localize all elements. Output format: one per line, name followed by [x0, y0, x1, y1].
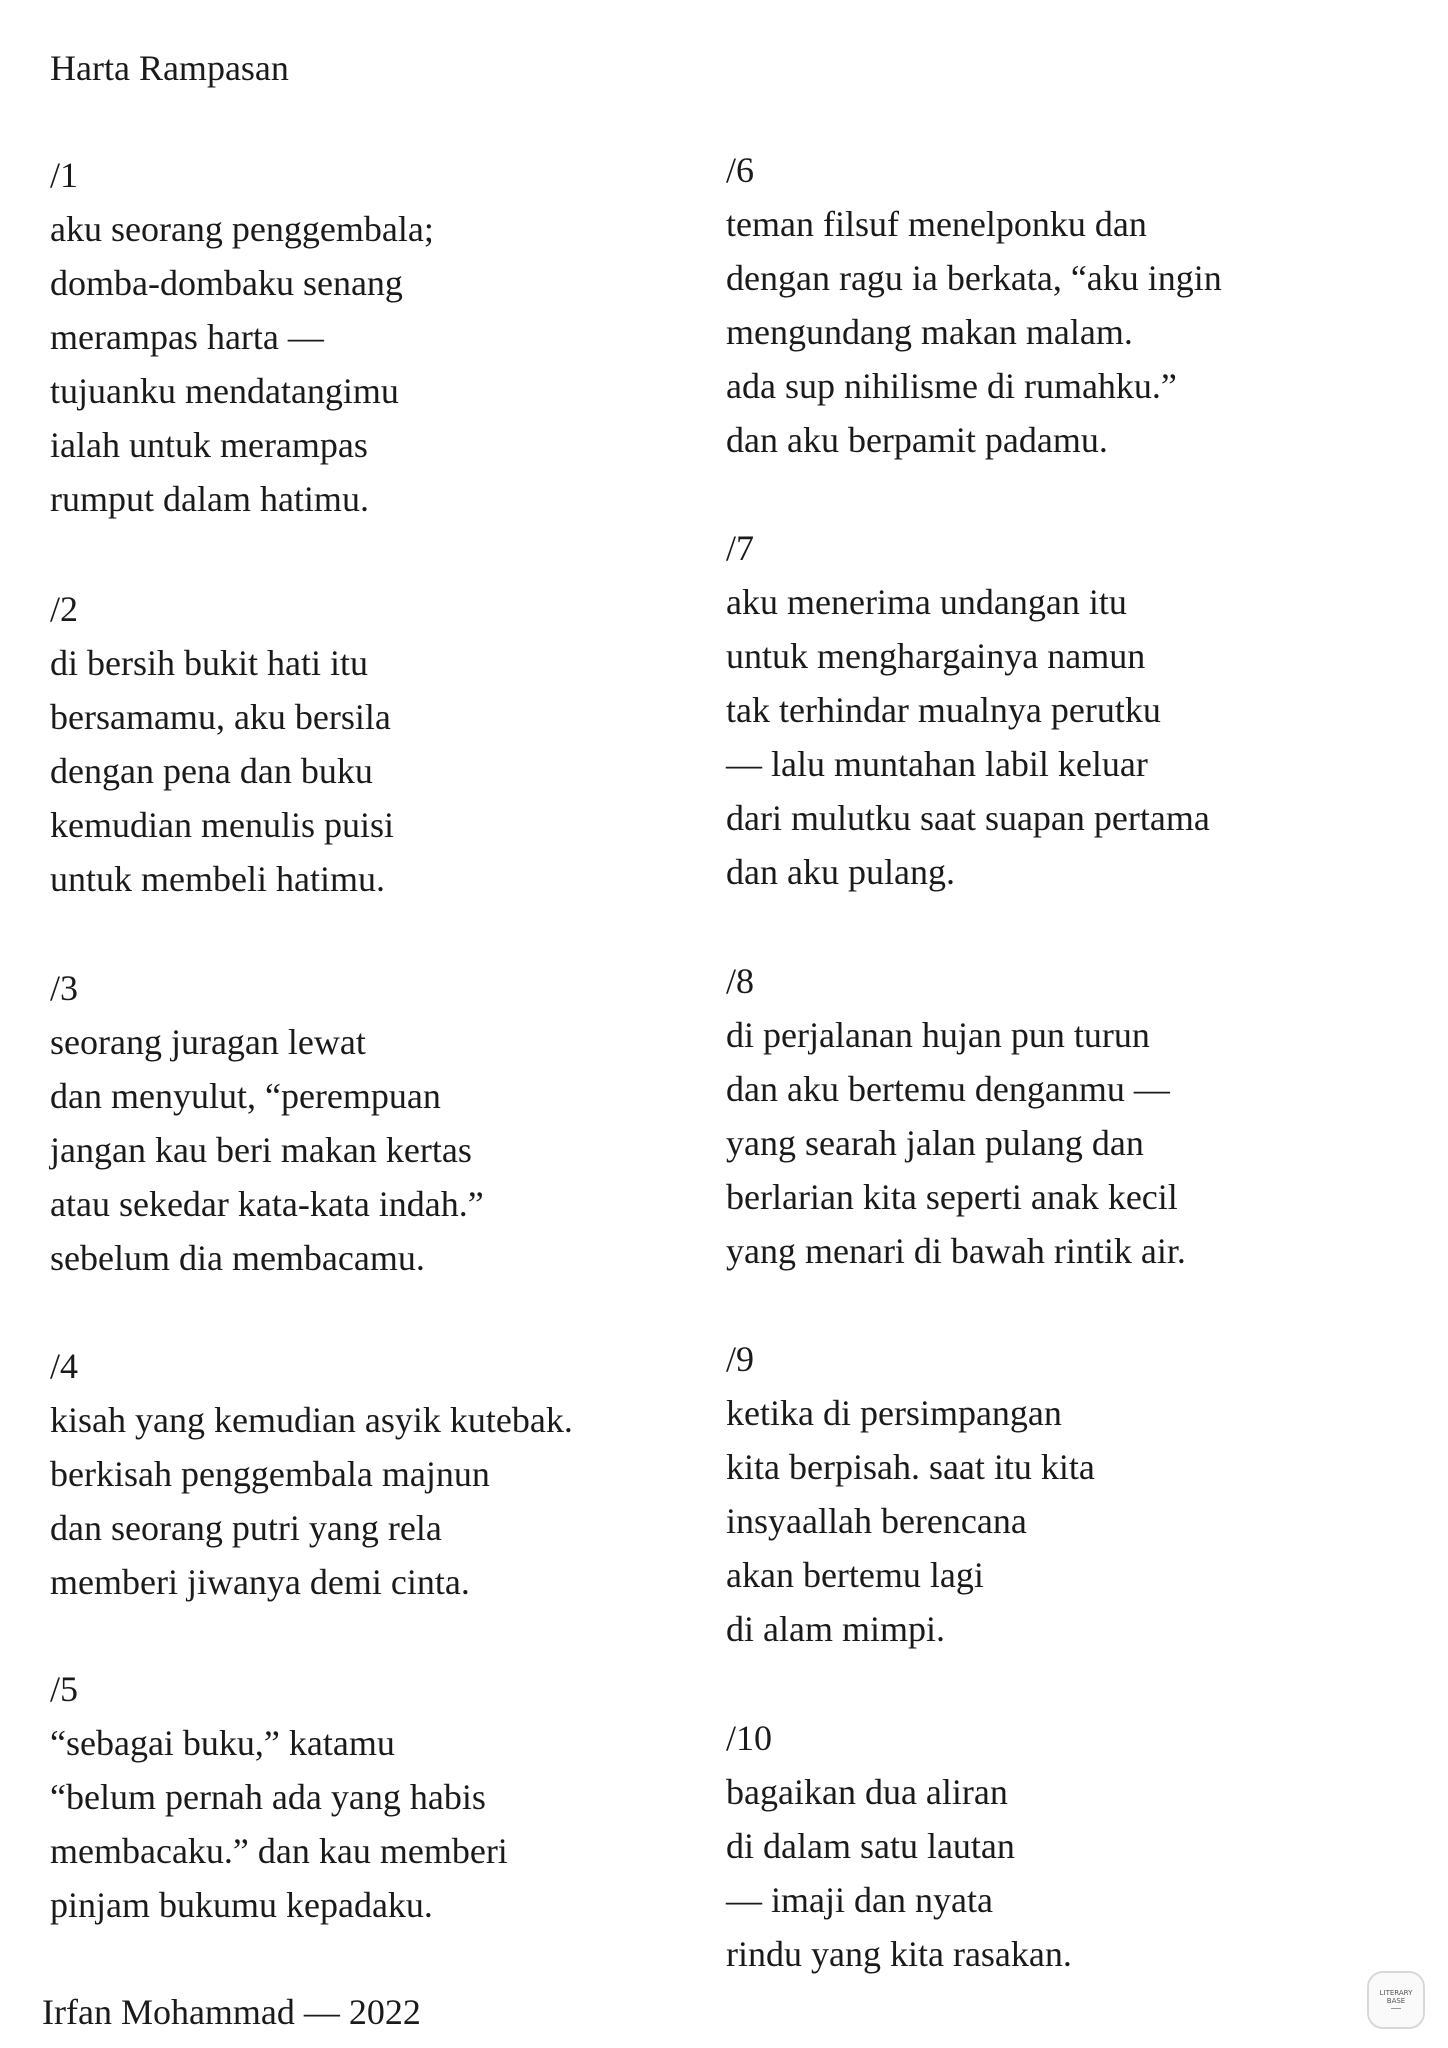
stanza-line: berkisah penggembala majnun	[50, 1454, 490, 1494]
stanza-5	[50, 1662, 508, 1932]
stanza-line: kemudian menulis puisi	[50, 805, 394, 845]
stanza-line: akan bertemu lagi	[726, 1555, 984, 1595]
stanza-9	[726, 1332, 1095, 1656]
author-line: Irfan Mohammad — 2022	[42, 1992, 421, 2032]
stanza-line: di dalam satu lautan	[726, 1826, 1015, 1866]
stanza-line: ialah untuk merampas	[50, 425, 368, 465]
stanza-line: dan aku pulang.	[726, 852, 955, 892]
stanza-line: atau sekedar kata-kata indah.”	[50, 1184, 484, 1224]
stanza-line: ketika di persimpangan	[726, 1393, 1062, 1433]
stanza-line: dengan ragu ia berkata, “aku ingin	[726, 258, 1222, 298]
stanza-line: dari mulutku saat suapan pertama	[726, 798, 1210, 838]
stanza-line: insyaallah berencana	[726, 1501, 1027, 1541]
stanza-line: aku menerima undangan itu	[726, 582, 1127, 622]
stanza-line: aku seorang penggembala;	[50, 209, 434, 249]
stanza-line: di alam mimpi.	[726, 1609, 945, 1649]
stanza-number: /10	[726, 1718, 773, 1758]
stanza-2	[50, 582, 394, 906]
stanza-line: yang menari di bawah rintik air.	[726, 1231, 1186, 1271]
stanza-line: yang searah jalan pulang dan	[726, 1123, 1144, 1163]
stanza-3	[50, 961, 484, 1285]
stanza-line: dan aku berpamit padamu.	[726, 420, 1108, 460]
stanza-line: domba-dombaku senang	[50, 263, 403, 303]
stanza-number: /2	[50, 589, 79, 629]
stanza-line: — lalu muntahan labil keluar	[726, 744, 1148, 784]
stanza-number: /6	[726, 150, 755, 190]
stanza-line: memberi jiwanya demi cinta.	[50, 1562, 470, 1602]
stanza-line: dan aku bertemu denganmu —	[726, 1069, 1170, 1109]
stanza-line: berlarian kita seperti anak kecil	[726, 1177, 1178, 1217]
stanza-line: di bersih bukit hati itu	[50, 643, 368, 683]
stanza-number: /1	[50, 155, 79, 195]
stanza-number: /9	[726, 1339, 755, 1379]
stanza-line: bersamamu, aku bersila	[50, 697, 391, 737]
stanza-number: /5	[50, 1669, 79, 1709]
stanza-line: kita berpisah. saat itu kita	[726, 1447, 1095, 1487]
stanza-line: pinjam bukumu kepadaku.	[50, 1885, 433, 1925]
stanza-line: “belum pernah ada yang habis	[50, 1777, 486, 1817]
stanza-line: tak terhindar mualnya perutku	[726, 690, 1161, 730]
stanza-1	[50, 148, 434, 526]
stanza-line: dengan pena dan buku	[50, 751, 373, 791]
stanza-line: di perjalanan hujan pun turun	[726, 1015, 1150, 1055]
stanza-line: rindu yang kita rasakan.	[726, 1934, 1072, 1974]
stanza-line: seorang juragan lewat	[50, 1022, 366, 1062]
stanza-line: mengundang makan malam.	[726, 312, 1133, 352]
stanza-number: /4	[50, 1346, 79, 1386]
stanza-line: untuk membeli hatimu.	[50, 859, 385, 899]
stanza-4	[50, 1339, 573, 1609]
stanza-8	[726, 954, 1186, 1278]
stanza-line: rumput dalam hatimu.	[50, 479, 369, 519]
stanza-line: sebelum dia membacamu.	[50, 1238, 425, 1278]
stanza-line: membacaku.” dan kau memberi	[50, 1831, 508, 1871]
stanza-6	[726, 143, 1222, 467]
poem-title: Harta Rampasan	[50, 48, 289, 88]
stanza-number: /7	[726, 528, 755, 568]
stanza-line: jangan kau beri makan kertas	[50, 1130, 472, 1170]
stanza-line: bagaikan dua aliran	[726, 1772, 1008, 1812]
stanza-number: /8	[726, 961, 755, 1001]
stanza-line: “sebagai buku,” katamu	[50, 1723, 395, 1763]
stanza-line: — imaji dan nyata	[726, 1880, 993, 1920]
stanza-line: merampas harta —	[50, 317, 324, 357]
stanza-line: untuk menghargainya namun	[726, 636, 1146, 676]
badge-rule	[1391, 2008, 1401, 2009]
stanza-line: teman filsuf menelponku dan	[726, 204, 1147, 244]
stanza-line: dan menyulut, “perempuan	[50, 1076, 441, 1116]
literary-base-logo-icon	[1367, 1971, 1425, 2029]
stanza-line: dan seorang putri yang rela	[50, 1508, 442, 1548]
badge-line-2: BASE	[1386, 1997, 1406, 2005]
stanza-7	[726, 521, 1210, 899]
stanza-line: ada sup nihilisme di rumahku.”	[726, 366, 1177, 406]
stanza-10	[726, 1711, 1072, 1981]
stanza-number: /3	[50, 968, 79, 1008]
stanza-line: kisah yang kemudian asyik kutebak.	[50, 1400, 573, 1440]
badge-line-1: LITERARY	[1379, 1989, 1413, 1997]
stanza-line: tujuanku mendatangimu	[50, 371, 399, 411]
